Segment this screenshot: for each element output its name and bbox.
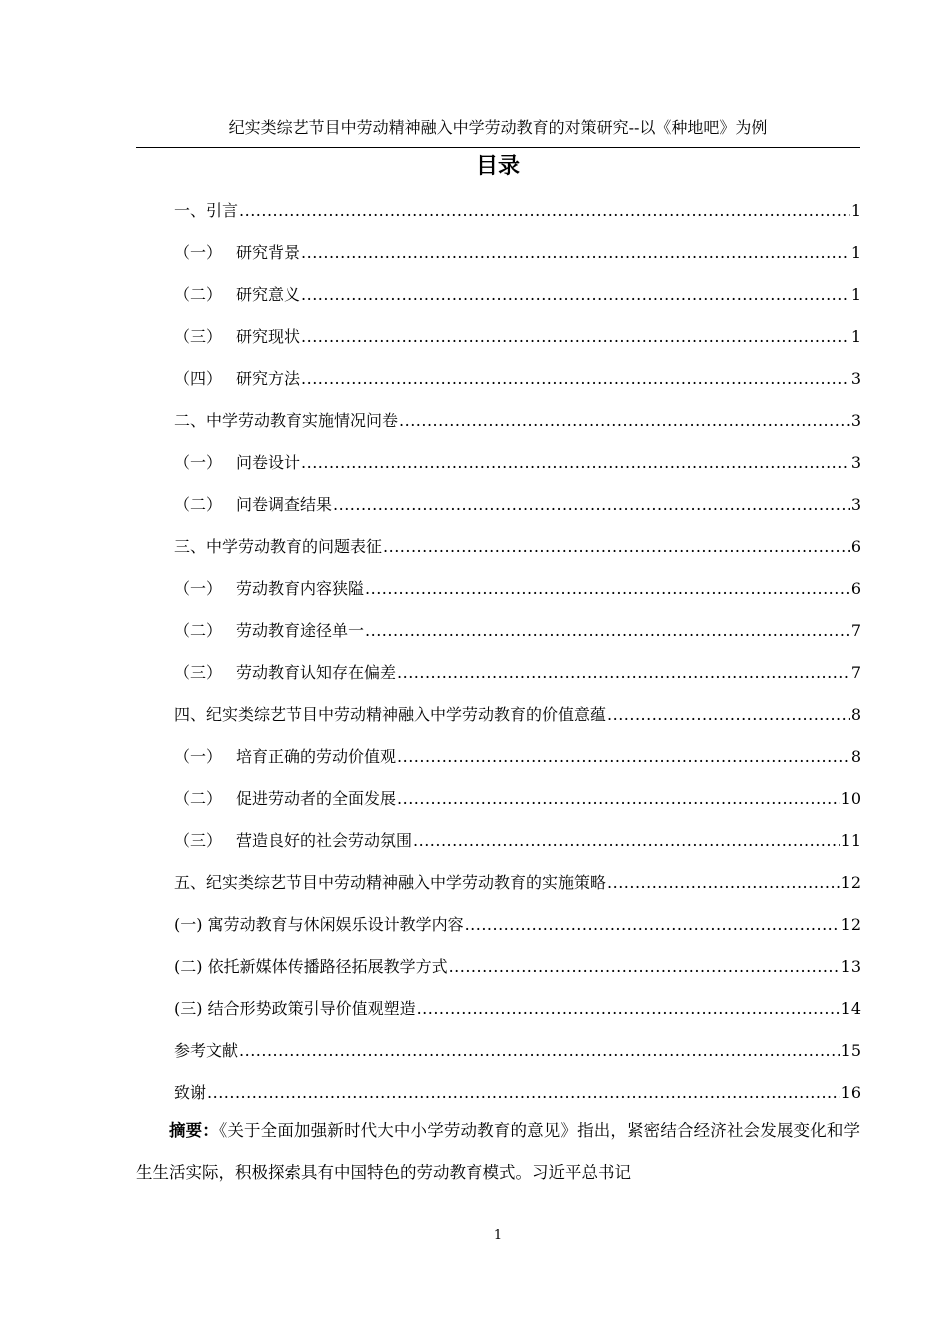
toc-entry-number: （一） [174, 747, 223, 766]
toc-entry-number: （三） [174, 831, 223, 850]
toc-leader-dots [413, 828, 840, 854]
toc-leader-dots [301, 282, 850, 308]
toc-entry-page: 14 [840, 999, 861, 1018]
toc-entry-label: 问卷调查结果 [236, 495, 333, 514]
toc-entry-page: 1 [850, 285, 861, 304]
toc-leader-dots [301, 240, 850, 266]
toc-entry[interactable] [174, 1038, 861, 1080]
toc-entry-label: 劳动教育途径单一 [236, 621, 365, 640]
toc-entry-page: 8 [850, 705, 861, 724]
toc-entry-label: (一) 寓劳动教育与休闲娱乐设计教学内容 [174, 915, 464, 934]
toc-entry[interactable] [174, 996, 861, 1038]
toc-entry-label: 劳动教育内容狭隘 [236, 579, 365, 598]
toc-entry-number: （二） [174, 789, 223, 808]
toc-entry-label: 参考文献 [174, 1041, 239, 1060]
toc-leader-dots [239, 198, 850, 224]
toc-entry[interactable] [174, 492, 861, 534]
toc-entry[interactable] [174, 576, 861, 618]
toc-entry-label: 四、纪实类综艺节目中劳动精神融入中学劳动教育的价值意蕴 [174, 705, 607, 724]
toc-entry-page: 1 [850, 327, 861, 346]
toc-entry-page: 12 [840, 915, 861, 934]
toc-leader-dots [465, 912, 840, 938]
toc-entry-label: 促进劳动者的全面发展 [236, 789, 397, 808]
toc-entry[interactable] [174, 660, 861, 702]
toc-entry[interactable] [174, 702, 861, 744]
toc-entry-number: （二） [174, 621, 223, 640]
toc-leader-dots [239, 1038, 840, 1064]
toc-leader-dots [365, 576, 850, 602]
toc-entry[interactable] [174, 198, 861, 240]
toc-entry[interactable] [174, 324, 861, 366]
toc-title: 目录 [475, 154, 520, 179]
toc-entry[interactable] [174, 912, 861, 954]
toc-entry-label: 研究背景 [236, 243, 301, 262]
toc-entry[interactable] [174, 870, 861, 912]
toc-entry-label: 二、中学劳动教育实施情况问卷 [174, 411, 399, 430]
toc-entry-label: 劳动教育认知存在偏差 [236, 663, 397, 682]
toc-leader-dots [301, 366, 850, 392]
toc-entry-number: （四） [174, 369, 223, 388]
toc-entry-number: （一） [174, 453, 223, 472]
toc-leader-dots [607, 702, 850, 728]
toc-leader-dots [301, 450, 850, 476]
toc-leader-dots [383, 534, 850, 560]
toc-leader-dots [397, 660, 850, 686]
toc-entry[interactable] [174, 366, 861, 408]
toc-entry-label: 培育正确的劳动价值观 [236, 747, 397, 766]
toc-entry[interactable] [174, 786, 861, 828]
toc-entry-label: 三、中学劳动教育的问题表征 [174, 537, 383, 556]
toc-entry-label: 问卷设计 [236, 453, 301, 472]
toc-entry-label: 研究现状 [236, 327, 301, 346]
toc-entry-page: 1 [850, 243, 861, 262]
abstract-text: 《关于全面加强新时代大中小学劳动教育的意见》指出，紧密结合经济社会发展变化和学生生活实际，积极探索具有中国特色的劳动教育模式。习近平总书记 [136, 1121, 861, 1182]
header-rule [136, 147, 860, 148]
table-of-contents [174, 198, 861, 1122]
toc-entry-number: （三） [174, 663, 223, 682]
toc-entry[interactable] [174, 408, 861, 450]
toc-entry[interactable] [174, 282, 861, 324]
toc-entry-label: 一、引言 [174, 201, 239, 220]
toc-entry[interactable] [174, 240, 861, 282]
toc-entry-page: 15 [840, 1041, 861, 1060]
toc-entry-page: 12 [840, 873, 861, 892]
toc-entry[interactable] [174, 954, 861, 996]
toc-entry-number: （三） [174, 327, 223, 346]
toc-entry-number: （一） [174, 579, 223, 598]
toc-entry-page: 7 [850, 621, 861, 640]
toc-entry[interactable] [174, 534, 861, 576]
toc-leader-dots [365, 618, 850, 644]
toc-entry-page: 1 [850, 201, 861, 220]
toc-entry-label: 研究意义 [236, 285, 301, 304]
toc-entry-label: (二) 依托新媒体传播路径拓展教学方式 [174, 957, 448, 976]
toc-entry-page: 6 [850, 579, 861, 598]
toc-entry-page: 7 [850, 663, 861, 682]
abstract-keyword: 摘要： [169, 1121, 219, 1140]
toc-leader-dots [333, 492, 850, 518]
toc-entry-label: 五、纪实类综艺节目中劳动精神融入中学劳动教育的实施策略 [174, 873, 607, 892]
toc-entry-page: 3 [850, 495, 861, 514]
toc-entry-label: (三) 结合形势政策引导价值观塑造 [174, 999, 416, 1018]
page-number: 1 [493, 1228, 503, 1243]
toc-entry-label: 致谢 [174, 1083, 207, 1102]
toc-entry-number: （二） [174, 495, 223, 514]
page-header: 纪实类综艺节目中劳动精神融入中学劳动教育的对策研究--以《种地吧》为例 [228, 118, 768, 137]
toc-leader-dots [207, 1080, 840, 1106]
toc-leader-dots [607, 870, 840, 896]
toc-entry-page: 8 [850, 747, 861, 766]
toc-leader-dots [399, 408, 850, 434]
toc-entry[interactable] [174, 828, 861, 870]
toc-entry-page: 10 [840, 789, 861, 808]
toc-entry-number: （一） [174, 243, 223, 262]
toc-entry-label: 营造良好的社会劳动氛围 [236, 831, 413, 850]
toc-entry-page: 3 [850, 369, 861, 388]
toc-entry-label: 研究方法 [236, 369, 301, 388]
toc-leader-dots [397, 744, 850, 770]
abstract-paragraph [136, 1110, 860, 1194]
toc-entry-page: 3 [850, 453, 861, 472]
toc-leader-dots [449, 954, 840, 980]
toc-leader-dots [417, 996, 840, 1022]
toc-entry[interactable] [174, 450, 861, 492]
toc-entry-page: 3 [850, 411, 861, 430]
toc-entry-page: 13 [840, 957, 861, 976]
toc-leader-dots [301, 324, 850, 350]
toc-entry-number: （二） [174, 285, 223, 304]
toc-entry[interactable] [174, 618, 861, 660]
toc-entry-page: 16 [840, 1083, 861, 1102]
toc-entry[interactable] [174, 744, 861, 786]
toc-entry-page: 11 [840, 831, 861, 850]
toc-leader-dots [397, 786, 840, 812]
toc-entry-page: 6 [850, 537, 861, 556]
